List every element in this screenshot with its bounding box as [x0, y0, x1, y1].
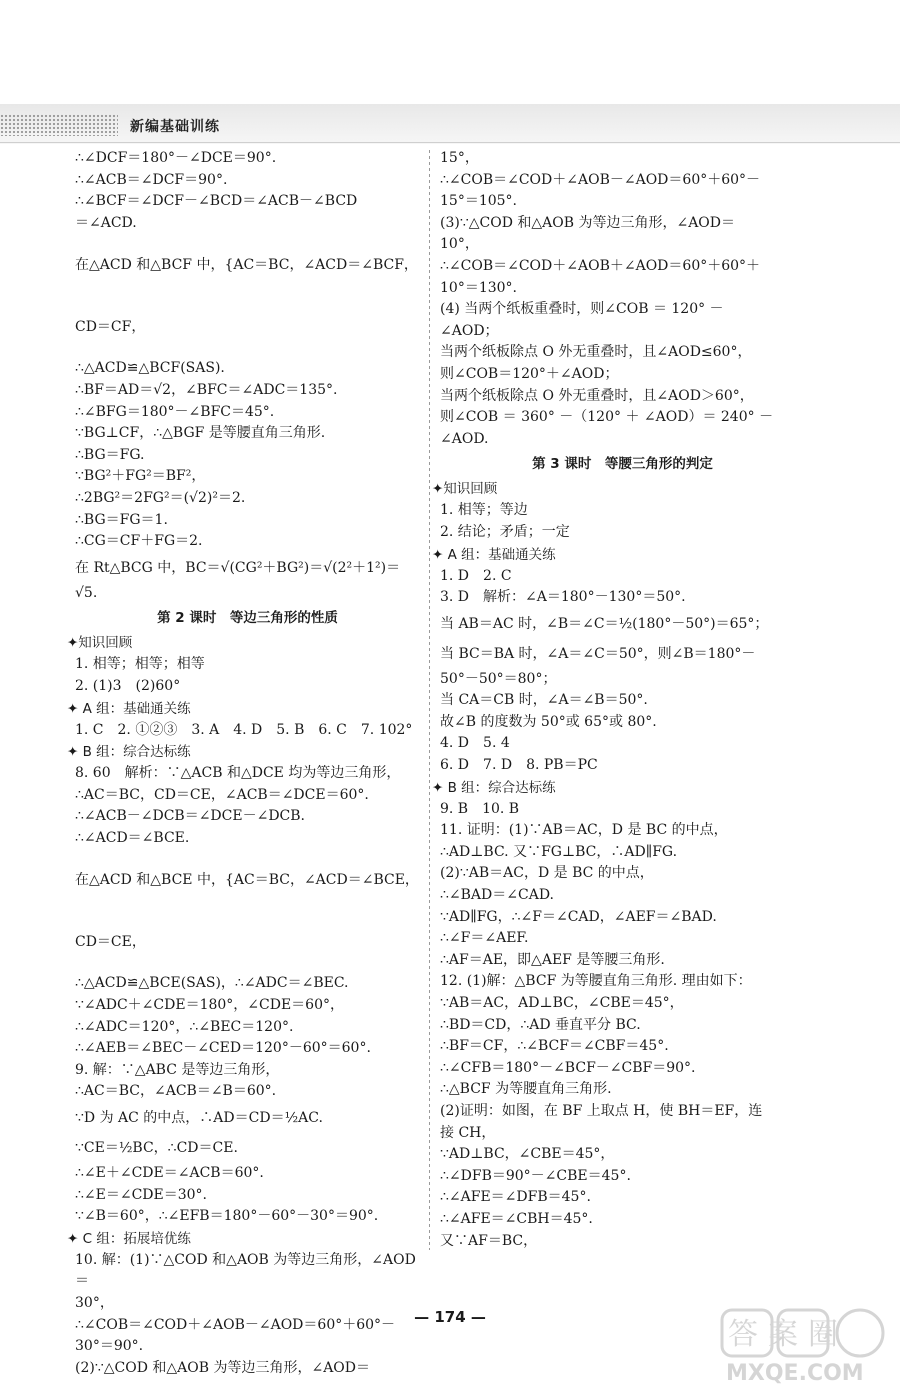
answer-line: ∴∠E＋∠CDE＝∠ACB＝60°.: [75, 1165, 264, 1182]
answer-line: ∴BD＝CD，∴AD 垂直平分 BC.: [440, 1016, 641, 1033]
subsection-heading: ✦ A 组：基础通关练: [67, 700, 191, 717]
watermark-logo: [720, 1308, 890, 1386]
answer-line: ∴∠BFG＝180°－∠BFC＝45°.: [75, 403, 275, 420]
subsection-heading: ✦ A 组：基础通关练: [432, 546, 556, 563]
answer-line: 1. 相等；等边: [440, 502, 528, 519]
answer-line: 30°，: [75, 1295, 114, 1311]
answer-line: ∴△ACD≌△BCF(SAS).: [75, 360, 225, 377]
answer-line: 故∠B 的度数为 50°或 65°或 80°.: [440, 713, 657, 730]
answer-line: ∴BG＝FG.: [75, 446, 145, 463]
answer-line: ∴AC＝BC，∠ACB＝∠B＝60°.: [75, 1083, 277, 1100]
section-heading: 第 2 课时 等边三角形的性质: [157, 610, 338, 627]
header-dot-pattern: [0, 114, 118, 136]
answer-line: ∴BG＝FG＝1.: [75, 511, 168, 528]
answer-line: 2. 结论；矛盾；一定: [440, 523, 570, 540]
answer-line: ∴∠COB＝∠COD＋∠AOB－∠AOD＝60°＋60°－: [75, 1316, 396, 1333]
answer-line: 10°＝130°.: [440, 279, 517, 296]
answer-line: 在△ACD 和△BCE 中，{AC＝BC，∠ACD＝∠BCE，CD＝CE，: [75, 872, 419, 951]
answer-line: ∵CE＝½BC，∴CD＝CE.: [75, 1140, 238, 1157]
answer-line: ∵BG⊥CF，∴△BGF 是等腰直角三角形.: [75, 425, 326, 442]
right-column: [432, 148, 805, 1252]
column-divider: [429, 150, 430, 1250]
answer-line: ∴∠AFE＝∠DFB＝45°.: [440, 1189, 591, 1206]
page-number: — 174 —: [414, 1308, 486, 1326]
answer-line: 在 Rt△BCG 中，BC＝√(CG²＋BG²)＝√(2²＋1²)＝: [75, 559, 401, 576]
subsection-heading: ✦ B 组：综合达标练: [67, 744, 191, 761]
answer-line: 3. D 解析：∠A＝180°－130°＝50°.: [440, 589, 686, 606]
answer-line: ∴△BCF 为等腰直角三角形.: [440, 1081, 612, 1098]
section-heading: 第 3 课时 等腰三角形的判定: [532, 456, 713, 473]
answer-line: 15°，: [440, 150, 479, 166]
answer-line: 1. 相等；相等；相等: [75, 656, 205, 673]
answer-line: ∴AD⊥BC. 又∵FG⊥BC，∴AD∥FG.: [440, 843, 678, 860]
answer-line: ∴∠ADC＝120°，∴∠BEC＝120°.: [75, 1018, 294, 1035]
answer-line: ∴∠ACD＝∠BCE.: [75, 829, 190, 846]
answer-line: 12. (1)解：△BCF 为等腰直角三角形. 理由如下：: [440, 973, 752, 990]
answer-line: ∴△ACD≌△BCE(SAS)，∴∠ADC＝∠BEC.: [75, 975, 349, 992]
answer-line: 则∠COB ＝ 360° －（120° ＋ ∠AOD）＝ 240° －: [440, 409, 774, 426]
answer-line: ∴∠COB＝∠COD＋∠AOB＋∠AOD＝60°＋60°＋: [440, 257, 761, 274]
answer-line: √5.: [75, 584, 98, 601]
header-divider: [0, 142, 900, 143]
answer-line: 30°＝90°.: [75, 1338, 144, 1355]
answer-line: ∴AF＝AE，即△AEF 是等腰三角形.: [440, 951, 665, 968]
left-column: [67, 148, 420, 1379]
answer-line: 1. C 2. ①②③ 3. A 4. D 5. B 6. C 7. 102°: [75, 721, 413, 738]
answer-line: 当 CA＝CB 时，∠A＝∠B＝50°.: [440, 692, 648, 709]
answer-line: ∴∠E＝∠CDE＝30°.: [75, 1186, 208, 1203]
answer-line: 15°＝105°.: [440, 193, 517, 210]
answer-line: 2. (1)3 (2)60°: [75, 677, 181, 694]
answer-line: 8. 60 解析：∵△ACB 和△DCE 均为等边三角形，: [75, 765, 401, 782]
subsection-heading: ✦ C 组：拓展培优练: [67, 1230, 191, 1247]
answer-line: 又∵AF＝BC，: [440, 1232, 538, 1249]
answer-line: (2)∵AB＝AC，D 是 BC 的中点，: [440, 865, 654, 882]
watermark-site: MXQE.COM: [726, 1361, 864, 1386]
answer-line: ∴CG＝CF＋FG＝2.: [75, 533, 203, 550]
answer-line: ∵AD∥FG，∴∠F＝∠CAD，∠AEF＝∠BAD.: [440, 908, 717, 925]
answer-line: (3)∵△COD 和△AOB 为等边三角形，∠AOD＝: [440, 214, 736, 231]
watermark-glyphs: 答案圈: [728, 1317, 848, 1352]
answer-line: ∴2BG²＝2FG²＝(√2)²＝2.: [75, 489, 246, 506]
answer-line: 当 AB＝AC 时，∠B＝∠C＝½(180°－50°)＝65°；: [440, 615, 769, 632]
subsection-heading: ✦ B 组：综合达标练: [432, 779, 556, 796]
answer-line: ∵BG²＋FG²＝BF²，: [75, 468, 206, 485]
subsection-heading: ✦知识回顾: [432, 481, 498, 498]
answer-line: ∴∠F＝∠AEF.: [440, 930, 529, 947]
answer-line: 接 CH，: [440, 1124, 496, 1141]
answer-line: 10°，: [440, 236, 479, 253]
answer-line: 9. B 10. B: [440, 800, 520, 817]
answer-line: (4) 当两个纸板重叠时，则∠COB ＝ 120° －: [440, 301, 724, 318]
answer-line: 4. D 5. 4: [440, 735, 510, 752]
answer-line: 在△ACD 和△BCF 中，{AC＝BC，∠ACD＝∠BCF，CD＝CF，: [75, 257, 418, 336]
answer-line: (2)证明：如图，在 BF 上取点 H，使 BH＝EF，连: [440, 1102, 763, 1119]
answer-line: ∴∠COB＝∠COD＋∠AOB－∠AOD＝60°＋60°－: [440, 171, 761, 188]
answer-line: 则∠COB＝120°＋∠AOD；: [440, 365, 619, 382]
answer-line: 当两个纸板除点 O 外无重叠时，且∠AOD＞60°，: [440, 387, 754, 404]
answer-line: ∴∠ACB－∠DCB＝∠DCE－∠DCB.: [75, 808, 305, 825]
answer-line: ∴AC＝BC，CD＝CE，∠ACB＝∠DCE＝60°.: [75, 786, 369, 803]
answer-line: ∴∠AEB＝∠BEC－∠CED＝120°－60°＝60°.: [75, 1040, 371, 1057]
answer-line: ∠AOD.: [440, 430, 489, 447]
answer-line: ∵∠B＝60°，∴∠EFB＝180°－60°－30°＝90°.: [75, 1208, 379, 1225]
answer-line: ∴∠AFE＝∠CBH＝45°.: [440, 1210, 593, 1227]
answer-line: 当 BC＝BA 时，∠A＝∠C＝50°，则∠B＝180°－: [440, 645, 756, 662]
answer-line: ＝∠ACD.: [75, 214, 137, 231]
answer-line: ∵AD⊥BC，∠CBE＝45°，: [440, 1146, 615, 1163]
book-title: 新编基础训练: [130, 119, 220, 135]
answer-line: ∠AOD；: [440, 322, 499, 339]
answer-line: 1. D 2. C: [440, 567, 512, 584]
answer-line: ∴∠BCF＝∠DCF－∠BCD＝∠ACB－∠BCD: [75, 193, 358, 210]
answer-line: ∵AB＝AC，AD⊥BC，∠CBE＝45°，: [440, 995, 684, 1011]
answer-line: ∵D 为 AC 的中点，∴AD＝CD＝½AC.: [75, 1110, 323, 1127]
subsection-heading: ✦知识回顾: [67, 635, 133, 652]
answer-line: ∴∠BAD＝∠CAD.: [440, 887, 554, 904]
answer-line: ∴BF＝AD＝√2，∠BFC＝∠ADC＝135°.: [75, 381, 338, 398]
answer-line: 10. 解：(1)∵△COD 和△AOB 为等边三角形，∠AOD＝: [75, 1251, 416, 1290]
answer-line: 当两个纸板除点 O 外无重叠时，且∠AOD≤60°，: [440, 344, 752, 361]
answer-line: (2)∵△COD 和△AOB 为等边三角形，∠AOD＝: [75, 1359, 371, 1376]
answer-line: 6. D 7. D 8. PB＝PC: [440, 757, 598, 774]
answer-line: ∴∠DFB＝90°－∠CBE＝45°.: [440, 1167, 631, 1184]
answer-line: ∴∠CFB＝180°－∠BCF－∠CBF＝90°.: [440, 1059, 696, 1076]
answer-line: 11. 证明：(1)∵AB＝AC，D 是 BC 的中点，: [440, 822, 728, 839]
answer-line: 50°－50°＝80°；: [440, 670, 557, 687]
answer-line: ∴∠DCF＝180°－∠DCE＝90°.: [75, 150, 277, 166]
answer-line: ∴BF＝CF，∴∠BCF＝∠CBF＝45°.: [440, 1038, 669, 1055]
answer-line: ∴∠ACB＝∠DCF＝90°.: [75, 171, 228, 188]
answer-line: ∵∠ADC＋∠CDE＝180°，∠CDE＝60°，: [75, 997, 344, 1014]
answer-line: 9. 解：∵△ABC 是等边三角形，: [75, 1061, 280, 1078]
